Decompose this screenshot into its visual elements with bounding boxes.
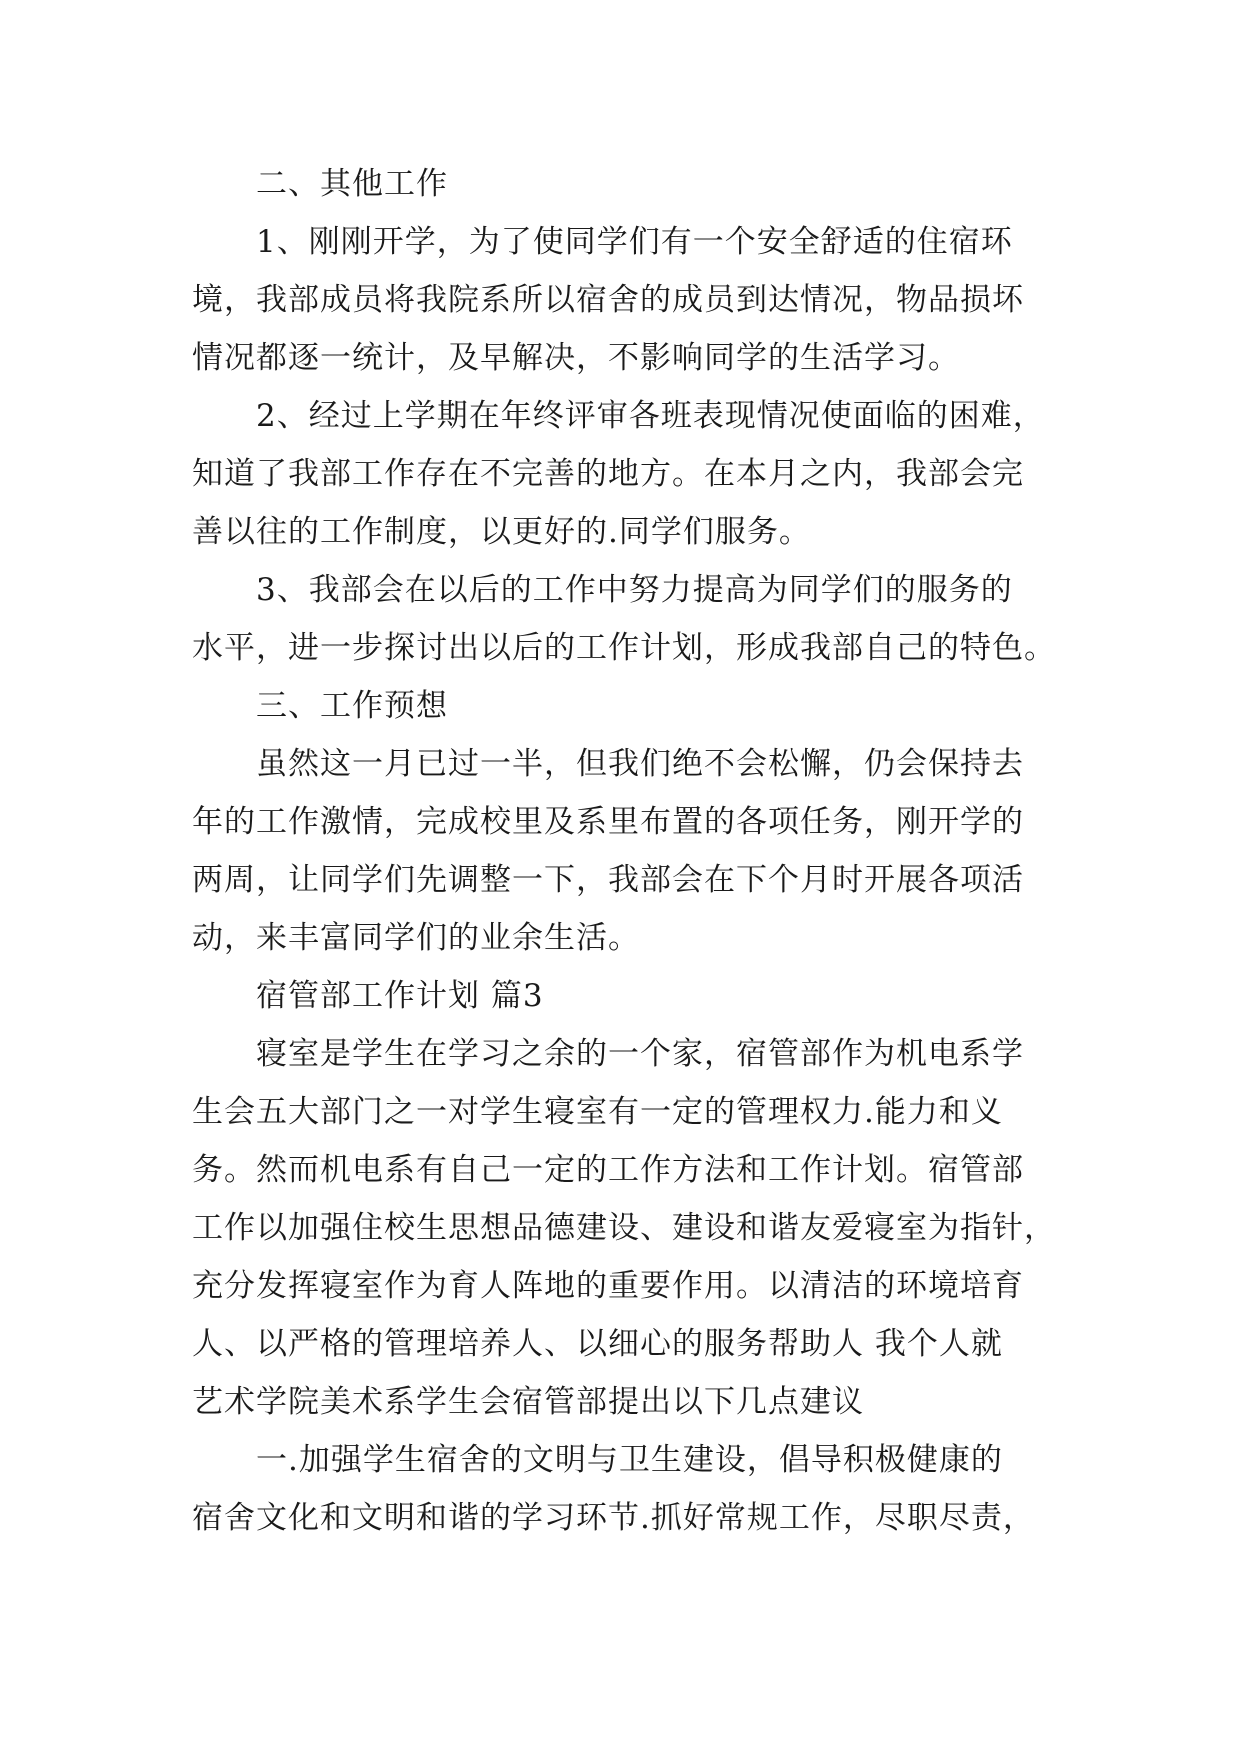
text-line: 2、经过上学期在年终评审各班表现情况使面临的困难， (256, 398, 1045, 434)
text-line: 1、刚刚开学，为了使同学们有一个安全舒适的住宿环 (256, 224, 1013, 260)
text-line: 充分发挥寝室作为育人阵地的重要作用。以清洁的环境培育 (192, 1268, 1024, 1304)
text-line: 知道了我部工作存在不完善的地方。在本月之内，我部会完 (192, 456, 1024, 492)
text-line: 人、以严格的管理培养人、以细心的服务帮助人 我个人就 (192, 1326, 1003, 1362)
text-line: 宿管部工作计划 篇3 (256, 978, 544, 1014)
text-line: 工作以加强住校生思想品德建设、建设和谐友爱寝室为指针， (192, 1210, 1056, 1246)
text-line: 艺术学院美术系学生会宿管部提出以下几点建议 (192, 1384, 864, 1420)
text-line: 寝室是学生在学习之余的一个家，宿管部作为机电系学 (256, 1036, 1024, 1072)
text-line: 生会五大部门之一对学生寝室有一定的管理权力.能力和义 (192, 1094, 1003, 1130)
text-line: 境，我部成员将我院系所以宿舍的成员到达情况，物品损坏 (192, 282, 1024, 318)
text-line: 宿舍文化和文明和谐的学习环节.抓好常规工作，尽职尽责， (192, 1500, 1035, 1536)
text-line: 两周，让同学们先调整一下，我部会在下个月时开展各项活 (192, 862, 1024, 898)
text-line: 动，来丰富同学们的业余生活。 (192, 920, 640, 956)
text-line: 水平，进一步探讨出以后的工作计划，形成我部自己的特色。 (192, 630, 1056, 666)
text-line: 善以往的工作制度，以更好的.同学们服务。 (192, 514, 811, 550)
text-line: 一.加强学生宿舍的文明与卫生建设，倡导积极健康的 (256, 1442, 1003, 1478)
text-line: 二、其他工作 (256, 166, 448, 202)
text-line: 务。然而机电系有自己一定的工作方法和工作计划。宿管部 (192, 1152, 1024, 1188)
text-line: 3、我部会在以后的工作中努力提高为同学们的服务的 (256, 572, 1013, 608)
text-line: 情况都逐一统计，及早解决，不影响同学的生活学习。 (192, 340, 960, 376)
text-line: 三、工作预想 (256, 688, 448, 724)
text-line: 虽然这一月已过一半，但我们绝不会松懈，仍会保持去 (256, 746, 1024, 782)
text-line: 年的工作激情，完成校里及系里布置的各项任务，刚开学的 (192, 804, 1024, 840)
document-body (192, 155, 1056, 1547)
